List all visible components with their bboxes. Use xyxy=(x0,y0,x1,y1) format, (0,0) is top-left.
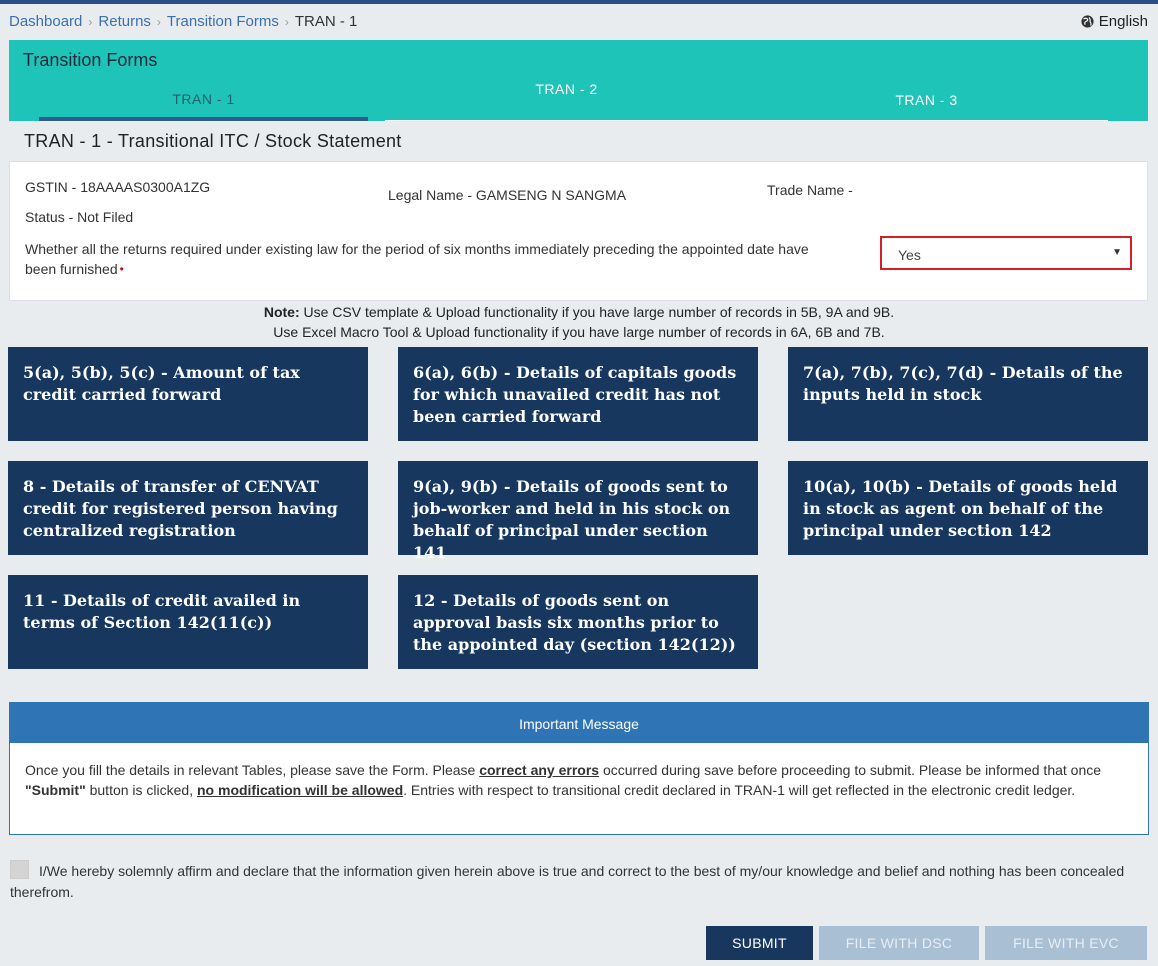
tile-8-cenvat-transfer[interactable]: 8 - Details of transfer of CENVAT credit for registered person having centralized registration xyxy=(8,461,368,555)
note-text-1: Use CSV template & Upload functionality if you have large number of records in 5B, 9A and 9B. xyxy=(303,304,895,320)
msg-emphasis-submit: "Submit" xyxy=(25,782,86,798)
note-prefix: Note: xyxy=(263,304,300,320)
note-line-1 xyxy=(0,304,1158,320)
breadcrumb-separator: › xyxy=(156,15,161,29)
taxpayer-info-panel xyxy=(9,161,1148,301)
language-selector[interactable] xyxy=(1081,13,1148,30)
tile-11-credit-availed[interactable]: 11 - Details of credit availed in terms of Section 142(11(c)) xyxy=(8,575,368,669)
important-message-body xyxy=(10,743,1148,800)
globe-icon xyxy=(1081,15,1094,28)
top-accent-bar xyxy=(0,0,1158,4)
breadcrumb-separator: › xyxy=(284,15,289,29)
tile-6ab-capital-goods[interactable]: 6(a), 6(b) - Details of capitals goods for which unavailed credit has not been carried forward xyxy=(398,347,758,441)
breadcrumb-separator: › xyxy=(88,15,93,29)
important-message-panel xyxy=(9,702,1149,835)
file-with-evc-button[interactable]: FILE WITH EVC xyxy=(985,926,1147,960)
tile-12-approval-goods[interactable]: 12 - Details of goods sent on approval basis six months prior to the appointed day (section 142(12)) xyxy=(398,575,758,669)
transition-forms-banner xyxy=(9,40,1148,121)
msg-emphasis-no-modification: no modification will be allowed xyxy=(197,782,404,798)
returns-furnished-question xyxy=(25,239,815,279)
tab-tran-3[interactable]: TRAN - 3 xyxy=(895,92,958,108)
select-value: Yes xyxy=(898,247,921,263)
question-text: Whether all the returns required under existing law for the period of six months immediately preceding the appointed date have been furnished xyxy=(25,241,809,277)
tab-tran-1[interactable]: TRAN - 1 xyxy=(172,91,235,107)
page-title: TRAN - 1 - Transitional ITC / Stock Statement xyxy=(24,131,402,151)
msg-part-3: button is clicked, xyxy=(85,782,197,798)
breadcrumb xyxy=(9,13,357,30)
submit-button[interactable]: SUBMIT xyxy=(706,926,813,960)
tab-divider xyxy=(385,120,1108,121)
gstin-text: GSTIN - 18AAAAS0300A1ZG xyxy=(25,179,211,195)
breadcrumb-transition-forms[interactable]: Transition Forms xyxy=(166,13,279,30)
breadcrumb-current: TRAN - 1 xyxy=(294,13,358,30)
breadcrumb-returns[interactable]: Returns xyxy=(98,13,151,30)
file-with-dsc-button[interactable]: FILE WITH DSC xyxy=(819,926,979,960)
note-line-2 xyxy=(0,324,1158,340)
tile-10ab-agent-stock[interactable]: 10(a), 10(b) - Details of goods held in stock as agent on behalf of the principal under section 142 xyxy=(788,461,1148,555)
declaration-checkbox[interactable] xyxy=(10,860,29,879)
tab-tran-2[interactable]: TRAN - 2 xyxy=(535,81,598,97)
caret-down-icon: ▼ xyxy=(1112,247,1122,258)
msg-part-4: . Entries with respect to transitional credit declared in TRAN-1 will get reflected in the electronic credit ledger. xyxy=(403,782,1076,798)
tile-9ab-job-worker[interactable]: 9(a), 9(b) - Details of goods sent to job-worker and held in his stock on behalf of principal under section 141 xyxy=(398,461,758,555)
tile-5abc-tax-credit[interactable]: 5(a), 5(b), 5(c) - Amount of tax credit carried forward xyxy=(8,347,368,441)
legal-name-text: Legal Name - GAMSENG N SANGMA xyxy=(388,187,627,203)
language-label: English xyxy=(1098,13,1148,30)
msg-part-2: occurred during save before proceeding to submit. Please be informed that once xyxy=(599,762,1102,778)
important-message-title: Important Message xyxy=(10,703,1148,743)
declaration-text: I/We hereby solemnly affirm and declare that the information given herein above is true and correct to the best of my/our knowledge and belief and nothing has been concealed therefrom. xyxy=(10,863,1125,900)
banner-title: Transition Forms xyxy=(23,50,158,70)
msg-part-1: Once you fill the details in relevant Tables, please save the Form. Please xyxy=(25,762,480,778)
active-tab-indicator xyxy=(39,117,368,121)
msg-emphasis-errors: correct any errors xyxy=(479,762,600,778)
tile-7abcd-inputs-in-stock[interactable]: 7(a), 7(b), 7(c), 7(d) - Details of the inputs held in stock xyxy=(788,347,1148,441)
note-text-2: Use Excel Macro Tool & Upload functionality if you have large number of records in 6A, 6B and 7B. xyxy=(273,324,885,340)
required-marker: • xyxy=(119,262,124,276)
returns-furnished-select[interactable] xyxy=(880,236,1132,270)
breadcrumb-dashboard[interactable]: Dashboard xyxy=(9,13,83,30)
declaration xyxy=(10,860,1140,903)
status-text: Status - Not Filed xyxy=(25,209,134,225)
trade-name-text: Trade Name - xyxy=(767,182,853,198)
